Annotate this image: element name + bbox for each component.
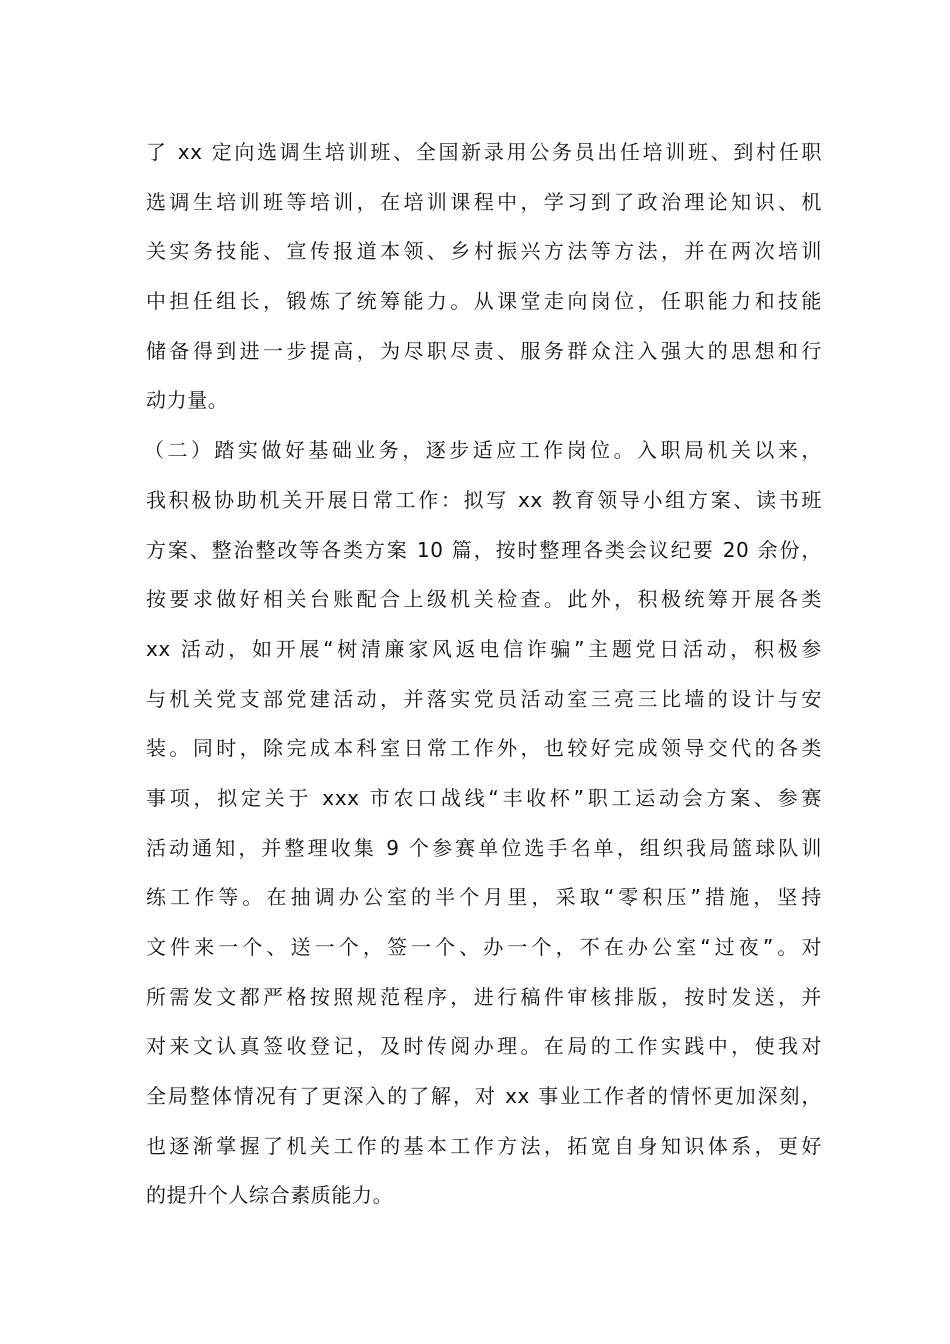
text-line: 活动通知，并整理收集 9 个参赛单位选手名单，组织我局篮球队训	[146, 835, 822, 860]
paragraph-training	[146, 128, 822, 426]
text-line: 事项，拟定关于 xxx 市农口战线“丰收杯”职工运动会方案、参赛	[146, 785, 822, 810]
text-line: 方案、整治整改等各类方案 10 篇，按时整理各类会议纪要 20 余份，	[146, 537, 822, 562]
text-line: 选调生培训班等培训，在培训课程中，学习到了政治理论知识、机	[146, 189, 822, 214]
text-line: xx 活动，如开展“树清廉家风返电信诈骗”主题党日活动，积极参	[146, 636, 822, 661]
text-line: 文件来一个、送一个，签一个、办一个，不在办公室“过夜”。对	[146, 935, 822, 959]
text-line: 按要求做好相关台账配合上级机关检查。此外，积极统筹开展各类	[146, 587, 822, 612]
text-line: 的提升个人综合素质能力。	[146, 1183, 394, 1208]
text-line: 练工作等。在抽调办公室的半个月里，采取“零积压”措施，坚持	[146, 885, 822, 910]
text-line: 动力量。	[146, 388, 229, 413]
text-line: 关实务技能、宣传报道本领、乡村振兴方法等方法，并在两次培训	[146, 239, 822, 264]
paragraph-basic-work	[146, 426, 822, 1221]
body-text	[146, 128, 822, 1221]
text-line: 装。同时，除完成本科室日常工作外，也较好完成领导交代的各类	[146, 736, 822, 761]
text-line: 储备得到进一步提高，为尽职尽责、服务群众注入强大的思想和行	[146, 338, 822, 363]
text-line: 我积极协助机关开展日常工作：拟写 xx 教育领导小组方案、读书班	[146, 487, 822, 512]
section-heading-line: （二）踏实做好基础业务，逐步适应工作岗位。入职局机关以来，	[144, 438, 822, 463]
text-line: 所需发文都严格按照规范程序，进行稿件审核排版，按时发送，并	[146, 984, 822, 1009]
text-line: 也逐渐掌握了机关工作的基本工作方法，拓宽自身知识体系，更好	[146, 1133, 822, 1158]
text-line: 全局整体情况有了更深入的了解，对 xx 事业工作者的情怀更加深刻，	[146, 1084, 822, 1109]
text-line: 中担任组长，锻炼了统筹能力。从课堂走向岗位，任职能力和技能	[146, 289, 822, 314]
text-line: 与机关党支部党建活动，并落实党员活动室三亮三比墙的设计与安	[146, 686, 822, 711]
text-line: 了 xx 定向选调生培训班、全国新录用公务员出任培训班、到村任职	[146, 140, 822, 164]
text-line: 对来文认真签收登记，及时传阅办理。在局的工作实践中，使我对	[146, 1034, 822, 1059]
